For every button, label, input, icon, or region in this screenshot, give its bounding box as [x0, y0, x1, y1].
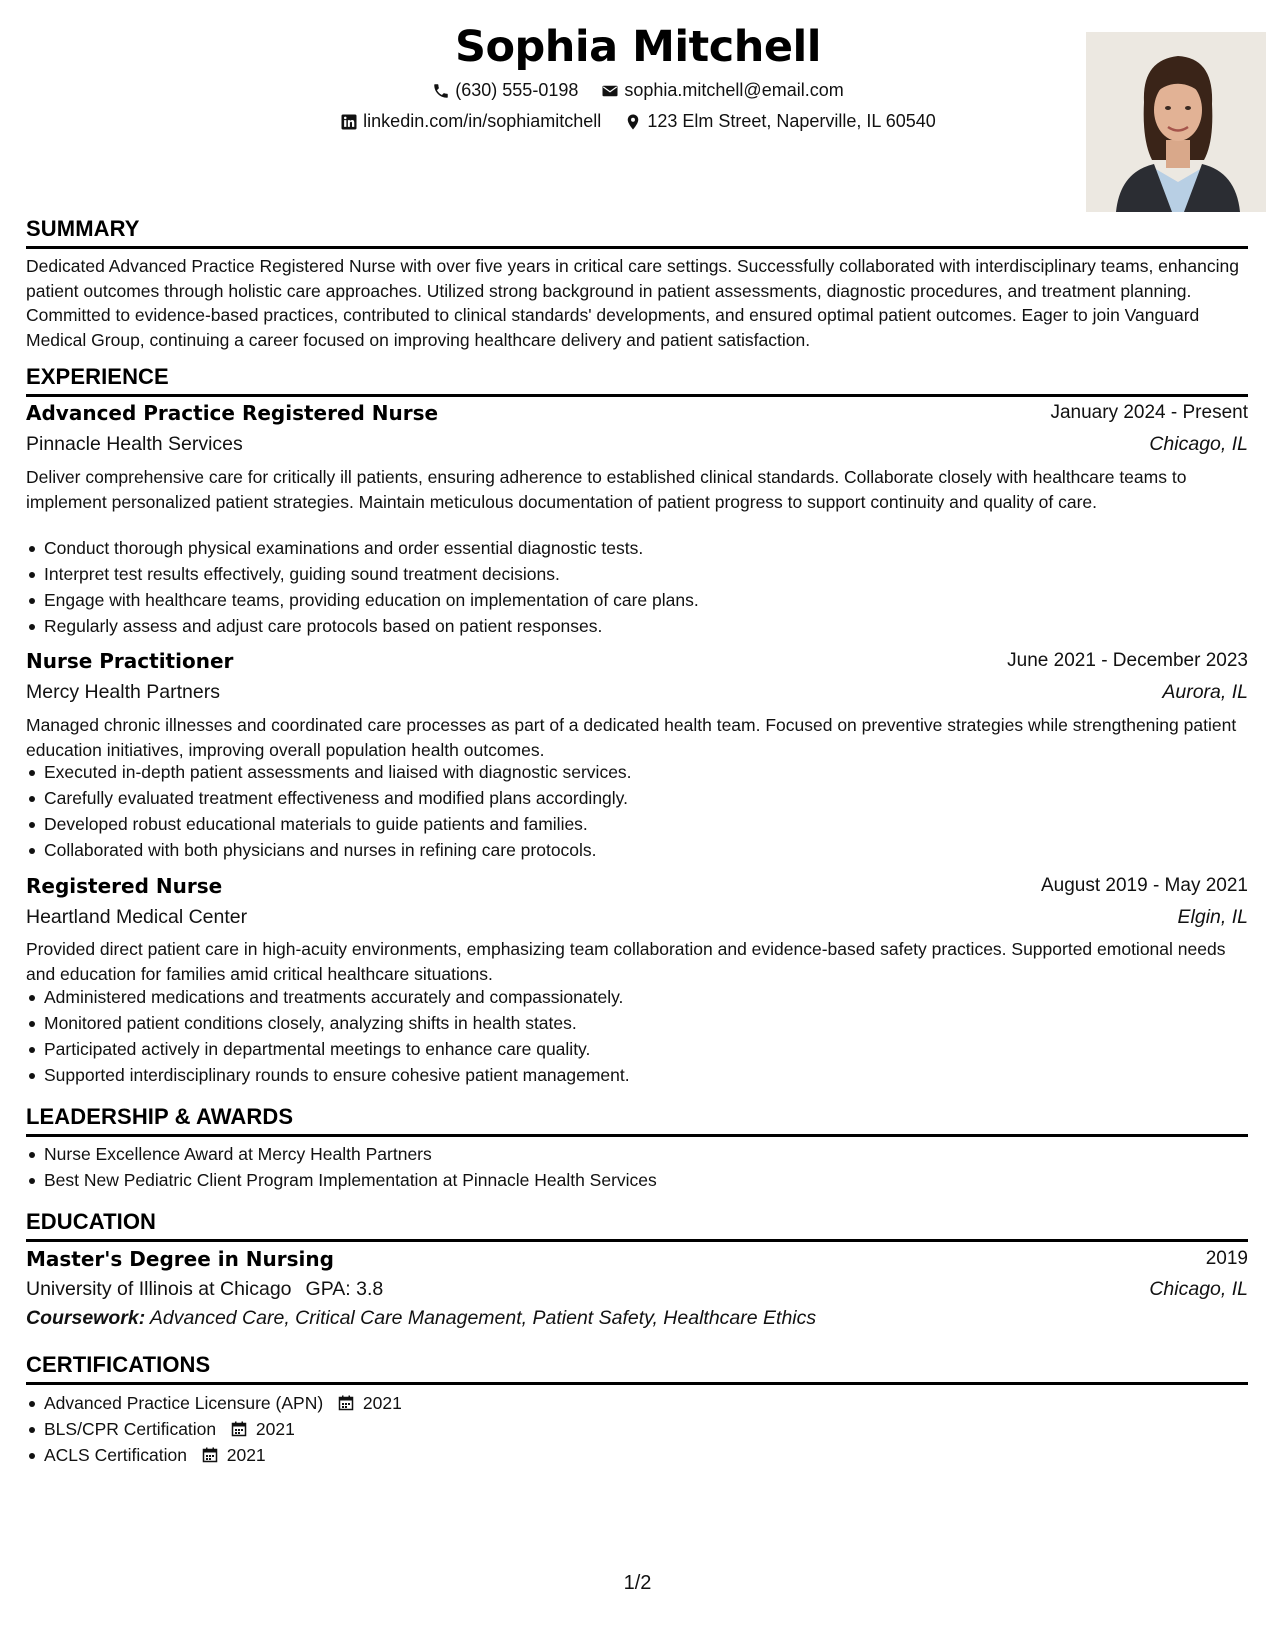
job-title: Nurse Practitioner [26, 649, 234, 673]
degree-title: Master's Degree in Nursing [26, 1247, 334, 1271]
list-item: Best New Pediatric Client Program Implementation at Pinnacle Health Services [44, 1167, 1244, 1193]
contact-line-1 [26, 80, 1250, 105]
contact-email[interactable] [601, 80, 843, 101]
coursework-list: Advanced Care, Critical Care Management, Patient Safety, Healthcare Ethics [149, 1307, 817, 1329]
calendar-icon [338, 1395, 354, 1411]
resume-page [26, 0, 1250, 1650]
job-dates: June 2021 - December 2023 [1007, 650, 1248, 671]
section-title-awards: LEADERSHIP & AWARDS [26, 1104, 1248, 1137]
section-title-summary: SUMMARY [26, 216, 1248, 249]
envelope-icon [601, 82, 619, 100]
list-item: Interpret test results effectively, guiding sound treatment decisions. [44, 561, 1244, 587]
linkedin-url[interactable]: linkedin.com/in/sophiamitchell [363, 111, 602, 131]
job-bullets [26, 984, 1244, 1088]
job-location: Elgin, IL [1177, 906, 1248, 928]
summary-text: Dedicated Advanced Practice Registered Nurse with over five years in critical care settings. Successfully collaborated with interdisciplinary teams, enhancing patient outcomes through holistic care approaches. Utilized strong background in patient assessments, diagnostic procedures, and treatment planning. Committed to evidence-based practices, contributed to clinical standards' developments, and ensured optimal patient outcomes. Eager to join Vanguard Medical Group, continuing a career focused on improving healthcare delivery and patient satisfaction. [26, 256, 1239, 350]
candidate-name: Sophia Mitchell [455, 22, 821, 72]
portrait-image [1086, 32, 1266, 212]
job-organization: Mercy Health Partners [26, 681, 220, 703]
list-item: Collaborated with both physicians and nurses in refining care protocols. [44, 837, 1244, 863]
certification-year: 2021 [226, 1445, 266, 1465]
contact-line-2 [26, 111, 1250, 136]
list-item [44, 1442, 1244, 1468]
list-item: Nurse Excellence Award at Mercy Health Partners [44, 1141, 1244, 1167]
list-item: Participated actively in departmental meetings to enhance care quality. [44, 1036, 1244, 1062]
contact-linkedin[interactable] [340, 111, 601, 132]
list-item: Administered medications and treatments accurately and compassionately. [44, 984, 1244, 1010]
certification-name: BLS/CPR Certification [44, 1419, 217, 1439]
list-item [44, 1390, 1244, 1416]
job-bullets [26, 535, 1244, 639]
contact-address [624, 111, 936, 132]
job-description: Provided direct patient care in high-acuity environments, emphasizing team collaboration and evidence-based safety practices. Supported emotional needs and education for families amid critical healthcare situations. [26, 939, 1226, 984]
section-title-experience: EXPERIENCE [26, 364, 1248, 397]
profile-photo [1086, 32, 1266, 212]
list-item: Carefully evaluated treatment effectiveness and modified plans accordingly. [44, 785, 1244, 811]
certification-name: Advanced Practice Licensure (APN) [44, 1393, 324, 1413]
certification-name: ACLS Certification [44, 1445, 187, 1465]
awards-list [26, 1141, 1244, 1193]
phone-number: (630) 555-0198 [455, 80, 579, 100]
calendar-icon [231, 1421, 247, 1437]
section-title-education: EDUCATION [26, 1209, 1248, 1242]
coursework-label: Coursework: [26, 1307, 146, 1329]
job-dates: January 2024 - Present [1050, 402, 1248, 423]
linkedin-icon [340, 113, 358, 131]
list-item: Monitored patient conditions closely, analyzing shifts in health states. [44, 1010, 1244, 1036]
gpa: GPA: 3.8 [305, 1278, 384, 1300]
certification-year: 2021 [255, 1419, 295, 1439]
school-location: Chicago, IL [1149, 1278, 1248, 1300]
address: 123 Elm Street, Naperville, IL 60540 [647, 111, 936, 131]
list-item: Executed in-depth patient assessments and liaised with diagnostic services. [44, 759, 1244, 785]
section-title-certifications: CERTIFICATIONS [26, 1352, 1248, 1385]
certifications-list [26, 1390, 1244, 1468]
email-address[interactable]: sophia.mitchell@email.com [624, 80, 844, 100]
list-item: Conduct thorough physical examinations and order essential diagnostic tests. [44, 535, 1244, 561]
resume-header [26, 20, 1250, 220]
school-name: University of Illinois at Chicago [26, 1278, 292, 1300]
certification-year: 2021 [362, 1393, 402, 1413]
job-description: Deliver comprehensive care for critically ill patients, ensuring adherence to established clinical standards. Collaborate closely with healthcare teams to implement personalized patient strategies. Maintain meticulous documentation of patient progress to support continuity and quality of care. [26, 467, 1187, 512]
list-item [44, 1416, 1244, 1442]
list-item: Developed robust educational materials to guide patients and families. [44, 811, 1244, 837]
job-dates: August 2019 - May 2021 [1040, 875, 1248, 896]
list-item: Supported interdisciplinary rounds to ensure cohesive patient management. [44, 1062, 1244, 1088]
job-location: Chicago, IL [1149, 433, 1248, 455]
job-description: Managed chronic illnesses and coordinated care processes as part of a dedicated health team. Focused on preventive strategies while strengthening patient education initiatives, improving overall population health outcomes. [26, 715, 1237, 760]
phone-icon [432, 82, 450, 100]
list-item: Engage with healthcare teams, providing education on implementation of care plans. [44, 587, 1244, 613]
contact-phone [432, 80, 578, 101]
job-organization: Heartland Medical Center [26, 906, 248, 928]
job-title: Advanced Practice Registered Nurse [26, 401, 439, 425]
list-item: Regularly assess and adjust care protocols based on patient responses. [44, 613, 1244, 639]
job-location: Aurora, IL [1162, 681, 1248, 703]
job-bullets [26, 759, 1244, 863]
job-title: Registered Nurse [26, 874, 223, 898]
job-organization: Pinnacle Health Services [26, 433, 243, 455]
coursework-line [26, 1307, 816, 1330]
map-pin-icon [624, 113, 642, 131]
page-number: 1/2 [623, 1572, 652, 1594]
school-line [26, 1278, 383, 1301]
graduation-year: 2019 [1205, 1248, 1248, 1269]
calendar-icon [202, 1447, 218, 1463]
